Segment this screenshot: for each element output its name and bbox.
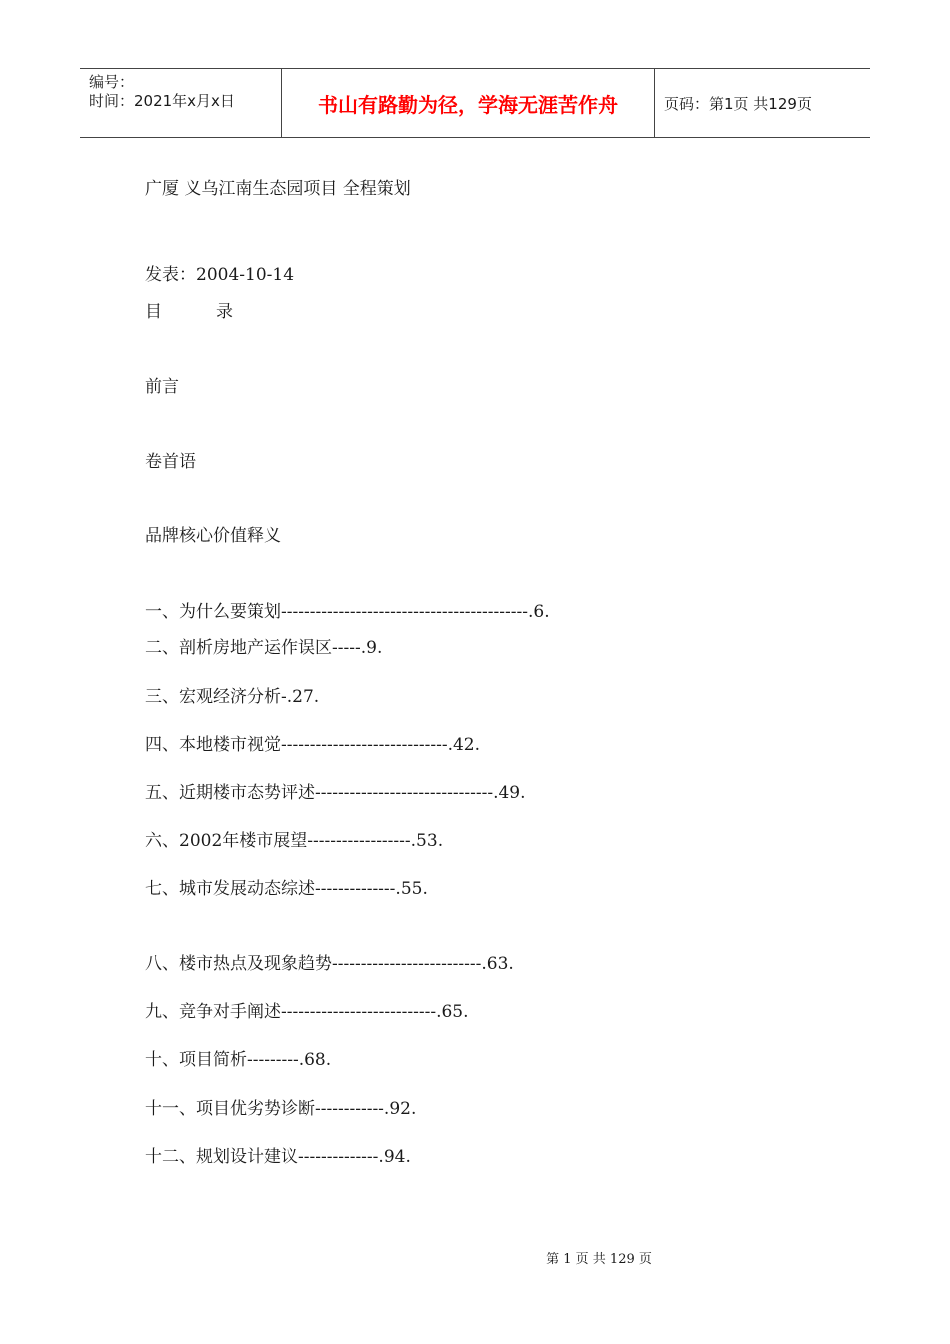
publish-date: 发表：2004-10-14 (145, 265, 295, 285)
toc-entry: 三、宏观经济分析-.27. (145, 687, 320, 707)
toc-entry: 八、楼市热点及现象趋势--------------------------.63. (145, 954, 514, 974)
toc-entry: 七、城市发展动态综述--------------.55. (145, 879, 428, 899)
time-label: 时间：2021年x月x日 (89, 92, 235, 110)
intro-item-foreword: 卷首语 (145, 452, 196, 472)
toc-heading: 目 录 (145, 302, 234, 322)
header-page-info: 页码：第1页 共129页 (664, 94, 812, 113)
header-motto: 书山有路勤为径，学海无涯苦作舟 (282, 69, 655, 137)
intro-item-brand-value: 品牌核心价值释义 (145, 526, 281, 546)
toc-entry: 四、本地楼市视觉-----------------------------.42. (145, 735, 481, 755)
page-header (80, 68, 870, 138)
toc-entry: 一、为什么要策划-------------------------------------------.6. (145, 602, 550, 622)
toc-entry: 十二、规划设计建议--------------.94. (145, 1147, 411, 1167)
toc-entry: 十一、项目优劣势诊断------------.92. (145, 1099, 417, 1119)
page-footer: 第 1 页 共 129 页 (546, 1252, 652, 1267)
header-meta (80, 69, 282, 137)
toc-entry: 九、竞争对手阐述---------------------------.65. (145, 1002, 469, 1022)
number-label: 编号： (89, 73, 135, 91)
intro-item-preface: 前言 (145, 377, 179, 397)
toc-entry: 十、项目简析---------.68. (145, 1050, 332, 1070)
toc-entry: 六、2002年楼市展望------------------.53. (145, 831, 444, 851)
document-title: 广厦 义乌江南生态园项目 全程策划 (145, 179, 411, 199)
toc-entry: 五、近期楼市态势评述-------------------------------.49. (145, 783, 526, 803)
toc-entry: 二、剖析房地产运作误区-----.9. (145, 638, 383, 658)
